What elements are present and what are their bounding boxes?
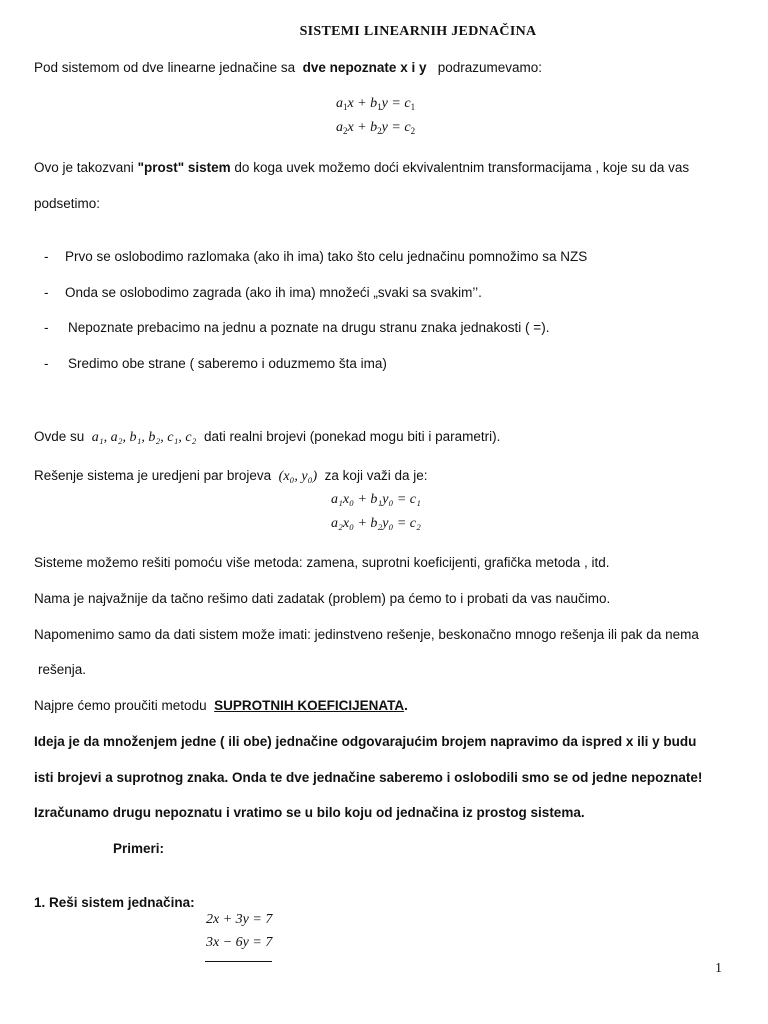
general-equation-1: $a_1x + b_1y = c_1$: [336, 96, 416, 112]
example-1-equation-1: 2x + 3y = 7: [206, 912, 273, 927]
method-name: SUPROTNIH KOEFICIJENATA: [214, 698, 405, 713]
list-item-text: Sredimo obe strane ( saberemo i oduzmemo šta ima): [68, 356, 387, 371]
list-marker: -: [44, 320, 49, 335]
list-item: [44, 356, 387, 371]
solution-equation-1: a₁x₀ + b₁y₀ = c₁: [331, 492, 421, 507]
method-intro: Najpre ćemo proučiti metodu SUPROTNIH KOEFICIJENATA.: [34, 698, 408, 713]
list-marker: -: [44, 285, 49, 300]
prost-paragraph: [34, 160, 689, 175]
general-equation-2: $a_2x + b_2y = c_2$: [336, 120, 416, 136]
note-paragraph: Napomenimo samo da dati sistem može imati: jedinstveno rešenje, beskonačno mnogo rešenja ili pak da nema: [34, 627, 699, 642]
intro-unknowns: dve nepoznate x i y: [302, 60, 427, 75]
intro-text-after: podrazumevamo:: [437, 60, 543, 75]
list-item: [44, 320, 550, 335]
list-marker: -: [44, 356, 49, 371]
prost-paragraph-line2: podsetimo:: [34, 196, 101, 211]
idea-line-1: Ideja je da množenjem jedne ( ili obe) jednačine odgovarajućim brojem napravimo da ispred x ili y budu: [34, 734, 697, 749]
coefficients-paragraph: [34, 429, 500, 446]
examples-heading: Primeri:: [113, 841, 165, 856]
list-item-text: Onda se oslobodimo zagrada (ako ih ima) množeći „svaki sa svakim’’.: [65, 285, 482, 300]
coefficients-text-before: Ovde su: [34, 429, 85, 444]
list-item: [44, 285, 482, 300]
solution-math: (x₀, y₀): [278, 469, 318, 484]
list-item-text: Prvo se oslobodimo razlomaka (ako ih ima) tako što celu jednačinu pomnožimo sa NZS: [65, 249, 588, 264]
intro-text-before: Pod sistemom od dve linearne jednačine sa: [34, 60, 296, 75]
list-item-text: Nepoznate prebacimo na jednu a poznate na drugu stranu znaka jednakosti ( =).: [68, 320, 550, 335]
prost-text-before: Ovo je takozvani: [34, 160, 134, 175]
example-1-rule: [205, 961, 272, 962]
important-paragraph: Nama je najvažnije da tačno rešimo dati zadatak (problem) pa ćemo to i probati da vas naučimo.: [34, 591, 611, 606]
method-intro-text: Najpre ćemo proučiti metodu: [34, 698, 207, 713]
example-1-heading: 1. Reši sistem jednačina:: [34, 895, 195, 910]
example-1-equation-2: 3x − 6y = 7: [206, 935, 273, 950]
intro-paragraph: [34, 60, 542, 75]
page-title: SISTEMI LINEARNIH JEDNAČINA: [299, 24, 537, 39]
page-number: 1: [715, 961, 722, 976]
coefficients-text-after: dati realni brojevi (ponekad mogu biti i parametri).: [203, 429, 501, 444]
list-item: [44, 249, 588, 264]
idea-line-2: isti brojevi a suprotnog znaka. Onda te dve jednačine saberemo i oslobodili smo se od jedne nepoznate!: [34, 770, 703, 785]
prost-text-after: do koga uvek možemo doći ekvivalentnim transformacijama , koje su da vas: [234, 160, 690, 175]
note-paragraph-line2: rešenja.: [38, 662, 87, 677]
solution-paragraph: [34, 468, 427, 485]
solution-text-before: Rešenje sistema je uredjeni par brojeva: [34, 468, 272, 483]
solution-equation-2: a₂x₀ + b₂y₀ = c₂: [331, 516, 421, 531]
solution-text-after: za koji važi da je:: [324, 468, 428, 483]
methods-paragraph: Sisteme možemo rešiti pomoću više metoda: zamena, suprotni koeficijenti, grafička metoda , itd.: [34, 555, 610, 570]
coefficients-math: a₁, a₂, b₁, b₂, c₁, c₂: [91, 430, 197, 445]
prost-term: "prost" sistem: [137, 160, 231, 175]
idea-line-3: Izračunamo drugu nepoznatu i vratimo se u bilo koju od jednačina iz prostog sistema.: [34, 805, 585, 820]
list-marker: -: [44, 249, 49, 264]
